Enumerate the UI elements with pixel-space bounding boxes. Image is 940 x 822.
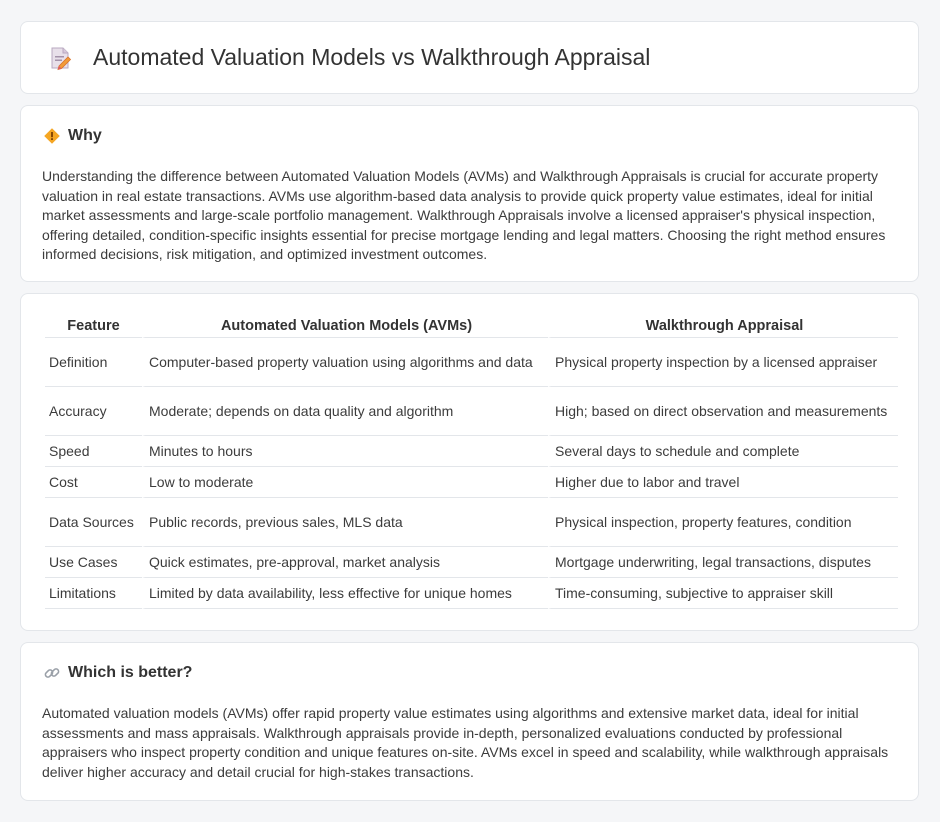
row-walkthrough: High; based on direct observation and measurements <box>548 387 898 436</box>
row-avm: Limited by data availability, less effective for unique homes <box>142 578 548 609</box>
row-feature: Data Sources <box>45 498 142 547</box>
table-row <box>45 467 898 498</box>
row-avm: Computer-based property valuation using algorithms and data <box>142 338 548 387</box>
better-heading: Which is better? <box>68 664 193 681</box>
row-avm: Low to moderate <box>142 467 548 498</box>
comparison-table <box>45 317 898 609</box>
row-walkthrough: Physical inspection, property features, condition <box>548 498 898 547</box>
table-header-row <box>45 317 898 338</box>
row-walkthrough: Physical property inspection by a licensed appraiser <box>548 338 898 387</box>
title-card <box>20 21 919 94</box>
comparison-section <box>20 293 919 631</box>
row-feature: Accuracy <box>45 387 142 436</box>
row-avm: Moderate; depends on data quality and algorithm <box>142 387 548 436</box>
link-icon <box>43 664 61 682</box>
table-row <box>45 338 898 387</box>
page-title: Automated Valuation Models vs Walkthrough Appraisal <box>93 44 651 70</box>
row-feature: Cost <box>45 467 142 498</box>
row-avm: Public records, previous sales, MLS data <box>142 498 548 547</box>
row-walkthrough: Mortgage underwriting, legal transactions, disputes <box>548 547 898 578</box>
document-edit-icon <box>47 45 73 71</box>
row-feature: Use Cases <box>45 547 142 578</box>
table-row <box>45 387 898 436</box>
why-section <box>20 105 919 282</box>
row-feature: Definition <box>45 338 142 387</box>
row-walkthrough: Higher due to labor and travel <box>548 467 898 498</box>
row-feature: Limitations <box>45 578 142 609</box>
why-heading: Why <box>68 127 102 144</box>
row-avm: Quick estimates, pre-approval, market analysis <box>142 547 548 578</box>
table-row <box>45 498 898 547</box>
row-walkthrough: Time-consuming, subjective to appraiser skill <box>548 578 898 609</box>
table-row <box>45 578 898 609</box>
why-text: Understanding the difference between Automated Valuation Models (AVMs) and Walkthrough Appraisals is crucial for accurate property valuation in real estate transactions. AVMs use algorithm-based data analysis to provide quick property value estimates, ideal for initial market assessments and large-scale portfolio management. Walkthrough Appraisals involve a licensed appraiser's physical inspection, offering detailed, condition-specific insights essential for precise mortgage lending and legal matters. Choosing the right method ensures informed decisions, risk mitigation, and optimized investment outcomes. <box>42 168 886 263</box>
table-row <box>45 436 898 467</box>
row-avm: Minutes to hours <box>142 436 548 467</box>
header-avm: Automated Valuation Models (AVMs) <box>142 317 548 338</box>
which-better-section <box>20 642 919 801</box>
diamond-warning-icon <box>43 127 61 145</box>
header-walkthrough: Walkthrough Appraisal <box>548 317 898 338</box>
row-feature: Speed <box>45 436 142 467</box>
better-text: Automated valuation models (AVMs) offer rapid property value estimates using algorithms and extensive market data, ideal for initial assessments and mass appraisals. Walkthrough appraisals provide in-depth, personalized evaluations conducted by professional appraisers who inspect property condition and unique features on-site. AVMs excel in speed and scalability, while walkthrough appraisals deliver higher accuracy and detail crucial for high-stakes transactions. <box>42 705 889 780</box>
header-feature: Feature <box>45 317 142 338</box>
table-row <box>45 547 898 578</box>
row-walkthrough: Several days to schedule and complete <box>548 436 898 467</box>
